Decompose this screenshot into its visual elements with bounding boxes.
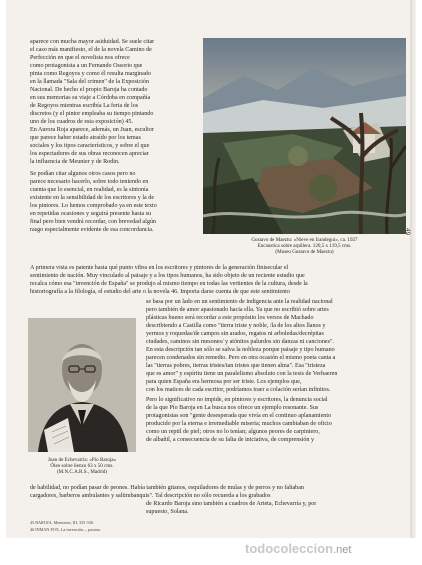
text-line: supuesto, Solana. <box>146 509 189 515</box>
text-line: cuenta que lo esencial, en realidad, es la sintonía <box>30 187 149 193</box>
text-line: para quien España era hermosa por ser triste. Los ejemplos que, <box>146 379 302 385</box>
text-line: parece necesario hacerlo, sobre todo teniendo en <box>30 179 149 185</box>
text-line: Nacional. De hecho el propio Baroja ha contado <box>30 87 148 93</box>
text-line: plásticas bueno será recordar a este propósito los versos de Machado <box>146 315 314 321</box>
text-line: En Aurora Roja aparece, además, un Juan, escultor <box>30 127 154 133</box>
text-line: Perfección en que el novelista nos ofrece <box>30 55 130 61</box>
text-line: rasgo especialmente evidente de esa concordancia. <box>30 227 154 233</box>
page-number: 49 <box>404 228 411 236</box>
text-line: de habilidad, no podían pasar de peones. Había también gitanos, esquiladores de mulas y de perros y no faltaban <box>30 485 304 491</box>
text-line: recalca cómo esa "invención de España" se produjo al mismo tiempo en todas las vertientes de la cultura, desde la <box>30 281 308 287</box>
text-line: las "tierras pobres, tierras tristes/tan tristes que tienen alma". Esa "tristeza <box>146 363 326 369</box>
painting-nieve-en-irandegui <box>203 38 406 234</box>
text-line: En esta descripción tan sólo se salva la nobleza porque paisaje y tipo humano <box>146 347 335 353</box>
text-line: A primera vista es patente hasta qué punto vibra en los escritores y pintores de la generación finisecular el <box>30 265 289 271</box>
text-line: que parece haber estado atraído por los temas <box>30 135 141 141</box>
caption-line: Gustavo de Maeztu: «Nieve en Irandegui», ca. 1927 <box>251 237 358 243</box>
text-line: el caso más manifiesto, el de la novela Camino de <box>30 47 152 53</box>
text-line: uno de los cuadros de esta exposición) 45. <box>30 119 133 125</box>
caption-line: Encaustica sobre arpillera. 120,5 x 119,5 cms. <box>257 243 352 249</box>
text-line: final pero bien vendrá recordar, con brevedad algún <box>30 219 156 225</box>
text-line: de Ricardo Baroja sino también a cuadros de Arteta, Echevarría y, por <box>146 501 317 507</box>
text-line: Se podían citar algunos otros casos pero no <box>30 171 136 177</box>
text-line: pero también de amor apasionado hacia ella. Ya que no escribió sobre artes <box>146 307 329 313</box>
text-line: sociales y los tipos característicos, y sobre el que <box>30 143 150 149</box>
text-line: historiografía a la filología, el estudio del arte o la novela 46. Importa darse cuenta de que este sentimiento <box>30 289 290 295</box>
footnote: 46 INMAN FOX, La invención..., passim. <box>30 527 101 532</box>
text-line: parecen condenados sin remedio. Pero en otra ocasión el mismo poeta canta a <box>146 355 336 361</box>
watermark <box>245 541 351 556</box>
text-line: pinta como Regoyos y como él resulta marginado <box>30 71 151 77</box>
text-line: se basa por un lado en un sentimiento de indigencia ante la realidad nacional <box>146 299 333 305</box>
text-line: de albañil, a consecuencia de su falta de iniciativa, de comprensión y <box>146 437 315 443</box>
watermark-brand: todocoleccion <box>245 541 334 556</box>
text-line: describiendo a Castilla como "tierra triste y noble, /la de los altos llanos y <box>146 323 326 329</box>
portrait-pio-baroja <box>28 318 136 452</box>
text-line: los pintores. Lo hemos comprobado ya en este texto <box>30 203 157 209</box>
watermark-tld: .net <box>333 544 352 556</box>
text-line: Pero lo significativo no impide, en pintores y escritores, la denuncia social <box>146 397 328 403</box>
caption-line: (M.N.C.A.R.S., Madrid) <box>56 469 108 475</box>
text-line: yermos y roquedas/de campos sin arados, regatos ni arboledas/decrépitas <box>146 331 324 337</box>
text-line: en la llamada "Sala del crimen" de la Exposición <box>30 79 150 85</box>
text-line: protagonistas son "gente desesperada que vivía en el continuo aplanamiento <box>146 413 332 419</box>
text-line: discretos (y el pintor empleaba su tiempo pintando <box>30 111 154 117</box>
caption-line: Óleo sobre lienzo 63 x 50 cms. <box>50 463 114 469</box>
text-line: de Regoyos mientras escribía La feria de los <box>30 103 139 109</box>
footer-strip <box>0 538 422 565</box>
text-line: producido por la eterna e irremediable miseria; muchos cambiaban de oficio <box>146 421 332 427</box>
text-line: existente en la sensibilidad de los escritores y la de <box>30 195 155 201</box>
footnote: 45 BAROJA, Memorias, III, 335-336. <box>30 520 94 525</box>
caption-line: (Museo Gustavo de Maeztu) <box>275 249 334 255</box>
text-line: que es amor" y espíritu tiene un paralelismo absoluto con la tesis de Verhaeren <box>146 371 338 377</box>
text-line: en repetidas ocasiones y seguirá presente hasta su <box>30 211 151 217</box>
text-line: como un reptil de piel; otros no lo tenían; algunos peores de carpintero, <box>146 429 320 435</box>
text-line: de la que Pío Baroja en La busca nos ofrece un ejemplo resonante. Sus <box>146 405 319 411</box>
text-line: en sus memorias su viaje a Córdoba en compañía <box>30 95 151 101</box>
text-line: cargadores, barberos ambulantes y saltimbanquis". Tal descripción no sólo recuerda a los grabados <box>30 493 271 499</box>
caption-line: Juan de Echevarría: «Pío Baroja» <box>47 457 117 463</box>
text-line: los espectadores de sus obras reconocen apreciar <box>30 151 149 157</box>
page-gutter <box>410 0 416 538</box>
text-line: la influencia de Meunier y de Rodin. <box>30 159 120 165</box>
text-line: como protagonista a un Fernando Ossorio que <box>30 63 143 69</box>
text-line: aparece con mucha mayor asiduidad. Se suele citar <box>30 39 155 45</box>
text-line: ciudades, caminos sin mesones/ y atónitos palurdos sin danzas ni canciones". <box>146 339 334 345</box>
text-line: sentimiento de nación. Muy vinculado al paisaje y a los tipos humanos, ha sido objeto de un reciente estudio que <box>30 273 305 279</box>
text-line: con los matices de cada escritor, podríamos traer a colación serían infinitos. <box>146 387 331 393</box>
